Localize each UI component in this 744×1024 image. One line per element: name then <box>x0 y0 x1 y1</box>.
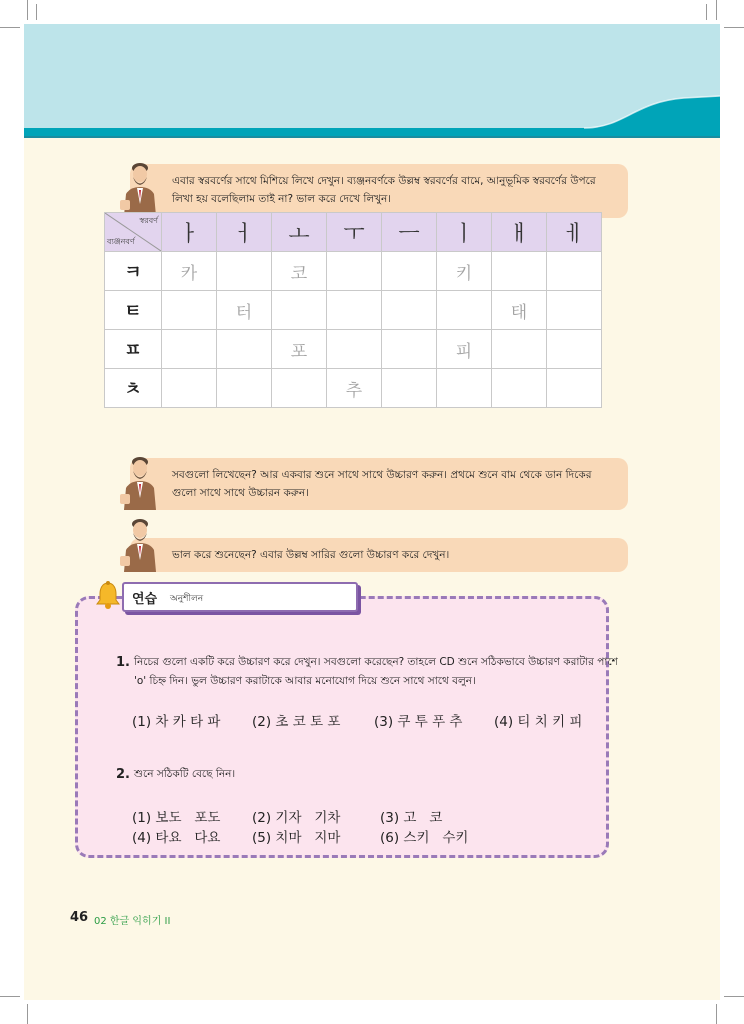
chapter-title: 02 한글 익히기 II <box>94 916 171 927</box>
vowel-header: ㅐ <box>492 213 547 252</box>
crop-mark <box>36 4 37 20</box>
table-header-row <box>105 213 602 252</box>
consonant-axis-label: ব্যঞ্জনবর্ণ <box>107 237 135 246</box>
syllable-cell: 터 <box>217 291 272 330</box>
question-2-option: (6) 스키 수키 <box>380 830 469 846</box>
instruction-box-1 <box>130 164 628 218</box>
crop-mark <box>716 1004 717 1024</box>
table-row <box>105 330 602 369</box>
practice-title-korean: 연습 <box>132 592 158 607</box>
question-1-text: নিচের গুলো একটি করে উচ্চারণ করে দেখুন। সবগুলো করেছেন? তাহলে CD শুনে সঠিকভাবে উচ্চারণ করাটার পাশে 'o' চিহ্ন দিন। ভুল উচ্চারণ করাটাকে আবার মনোযোগ দিয়ে শুনে সাথে সাথে বলুন। <box>134 656 618 687</box>
question-2-text: শুনে সঠিকটি বেছে নিন। <box>134 768 236 780</box>
syllable-cell: 코 <box>272 252 327 291</box>
crop-mark <box>724 27 744 28</box>
syllable-cell: 포 <box>272 330 327 369</box>
vowel-header: ㅔ <box>547 213 602 252</box>
syllable-cell: 추 <box>327 369 382 408</box>
table-row <box>105 291 602 330</box>
syllable-cell <box>382 252 437 291</box>
syllable-table <box>104 212 602 408</box>
crop-mark <box>0 27 20 28</box>
question-1-option: (3) 쿠 투 푸 추 <box>374 714 463 730</box>
syllable-cell <box>217 369 272 408</box>
vowel-header: ㅓ <box>217 213 272 252</box>
syllable-cell <box>162 369 217 408</box>
vowel-header: ㅣ <box>437 213 492 252</box>
consonant-cell: ㅋ <box>105 252 162 291</box>
syllable-cell <box>382 369 437 408</box>
question-2-option: (2) 기자 기차 <box>252 810 341 826</box>
question-1-number: 1. <box>116 655 130 670</box>
syllable-cell <box>272 369 327 408</box>
syllable-cell <box>547 369 602 408</box>
syllable-cell <box>547 291 602 330</box>
table-row <box>105 252 602 291</box>
bell-icon <box>94 580 122 610</box>
syllable-cell <box>492 330 547 369</box>
syllable-cell: 키 <box>437 252 492 291</box>
syllable-cell <box>162 291 217 330</box>
table-corner-cell <box>105 213 162 252</box>
vowel-header: ㅗ <box>272 213 327 252</box>
question-1-option: (4) 티 치 키 피 <box>494 714 583 730</box>
question-2-number: 2. <box>116 767 130 782</box>
syllable-cell: 카 <box>162 252 217 291</box>
question-2-option: (4) 타요 다요 <box>132 830 221 846</box>
crop-mark <box>27 0 28 20</box>
syllable-cell <box>382 330 437 369</box>
header-wave <box>24 94 720 144</box>
vowel-header: ㅡ <box>382 213 437 252</box>
question-2-option: (5) 치마 지마 <box>252 830 341 846</box>
teacher-illustration <box>118 516 164 574</box>
syllable-cell <box>492 369 547 408</box>
syllable-cell <box>547 252 602 291</box>
question-1-option: (1) 차 카 타 파 <box>132 714 221 730</box>
crop-mark <box>716 0 717 20</box>
consonant-cell: ㅍ <box>105 330 162 369</box>
instruction-text-3: ভাল করে শুনেছেন? এবার উল্লম্ব সারির গুলো উচ্চারণ করে দেখুন। <box>172 549 450 561</box>
table-row <box>105 369 602 408</box>
syllable-cell <box>327 291 382 330</box>
vowel-axis-label: স্বরবর্ণ <box>139 216 158 225</box>
syllable-cell <box>492 252 547 291</box>
page-number: 46 <box>70 910 89 925</box>
crop-mark <box>27 1004 28 1024</box>
syllable-cell: 피 <box>437 330 492 369</box>
instruction-text-1: এবার স্বরবর্ণের সাথে মিশিয়ে লিখে দেখুন। ব্যঞ্জনবর্ণকে উল্লম্ব স্বরবর্ণের বামে, আনুভূমিক স্বরবর্ণের উপরে লিখা হয় বলেছিলাম তাই না? ভাল করে দেখে লিখুন। <box>172 175 596 205</box>
syllable-cell <box>437 369 492 408</box>
question-2-option: (1) 보도 포도 <box>132 810 221 826</box>
syllable-cell <box>217 330 272 369</box>
teacher-illustration <box>118 160 164 218</box>
syllable-cell <box>437 291 492 330</box>
teacher-illustration <box>118 454 164 512</box>
syllable-cell <box>327 252 382 291</box>
consonant-cell: ㅊ <box>105 369 162 408</box>
syllable-cell <box>327 330 382 369</box>
practice-title-tab <box>122 582 358 612</box>
syllable-cell <box>217 252 272 291</box>
practice-title-bengali: অনুশীলন <box>170 594 204 604</box>
crop-mark <box>0 996 20 997</box>
question-2-option: (3) 고 코 <box>380 810 443 826</box>
instruction-box-2 <box>130 458 628 510</box>
question-1-option: (2) 초 코 토 포 <box>252 714 341 730</box>
vowel-header: ㅜ <box>327 213 382 252</box>
crop-mark <box>724 996 744 997</box>
syllable-cell <box>382 291 437 330</box>
vowel-header: ㅏ <box>162 213 217 252</box>
syllable-cell <box>547 330 602 369</box>
instruction-box-3 <box>130 538 628 572</box>
consonant-cell: ㅌ <box>105 291 162 330</box>
syllable-cell: 태 <box>492 291 547 330</box>
syllable-cell <box>162 330 217 369</box>
syllable-cell <box>272 291 327 330</box>
instruction-text-2: সবগুলো লিখেছেন? আর একবার শুনে সাথে সাথে উচ্চারণ করুন। প্রথমে শুনে বাম থেকে ডান দিকের গুলো সাথে সাথে উচ্চারন করুন। <box>172 469 592 499</box>
crop-mark <box>706 4 707 20</box>
